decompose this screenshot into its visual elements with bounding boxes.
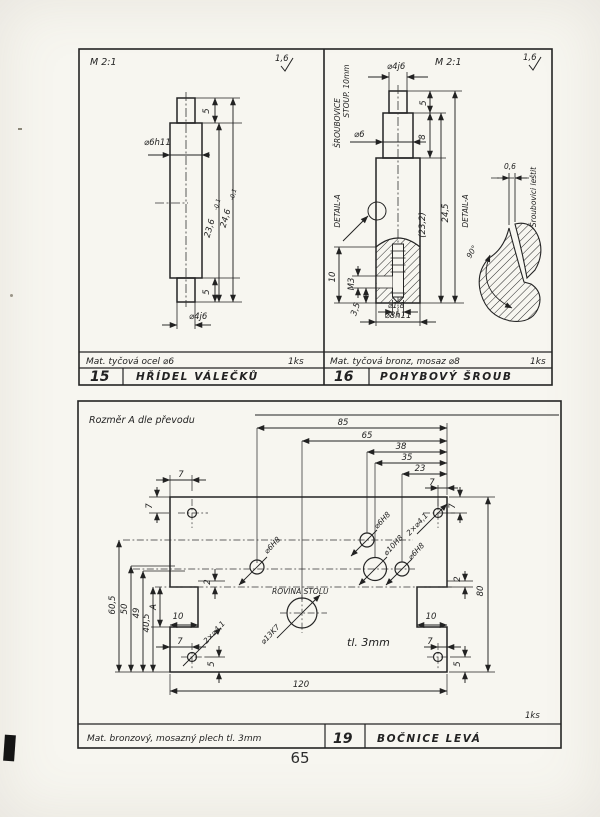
scan-artifact-blob — [3, 735, 16, 762]
titleblock-19 — [87, 731, 481, 747]
dim-50: 50 — [120, 603, 130, 615]
hole-label-d10: ⌀10H8 — [381, 533, 405, 558]
detail-leader — [343, 216, 368, 241]
part-title-19: BOČNICE LEVÁ — [377, 733, 482, 745]
sheet-top — [78, 45, 553, 385]
dim-85: 85 — [337, 418, 349, 428]
qty-15: 1ks — [288, 357, 304, 367]
dim-neck-dia: ⌀6 — [354, 130, 365, 140]
hole-label-d6-upper: ⌀6H8 — [372, 510, 393, 531]
dim-38: 38 — [395, 442, 407, 452]
dim-120: 120 — [292, 680, 310, 690]
panel16-drawing — [328, 53, 541, 326]
part-number-19: 19 — [333, 731, 353, 747]
roughness-mark-15: 1,6 — [275, 54, 289, 64]
dim-len-inner-16: (23,2) — [418, 212, 428, 238]
scan-speck — [18, 128, 22, 130]
titleblock-16 — [330, 356, 546, 385]
sheet-bottom-frame — [78, 401, 561, 748]
dim-40-5: 40,5 — [142, 613, 152, 633]
dim-body-dia-15: ⌀6h11 — [144, 138, 171, 148]
dim-tip-dia: ⌀4j6 — [387, 62, 406, 72]
hole-label-d13: ⌀13K7 — [258, 622, 282, 647]
material-16: Mat. tyčová bronz, mosaz ⌀8 — [330, 357, 460, 367]
dim-tip-len: 5 — [419, 100, 429, 106]
part-title-15: HŘÍDEL VÁLEČKŮ — [136, 371, 259, 383]
dim-7-topleft-h: 7 — [178, 470, 184, 480]
dim-len-total-16: 24,5 — [441, 203, 451, 223]
cross-bore — [377, 276, 393, 288]
hole-label-d6-left: ⌀6H8 — [262, 535, 283, 556]
dim-bore-depth: 10 — [328, 271, 338, 283]
thread-bore — [393, 244, 404, 297]
page-number: 65 — [290, 749, 310, 767]
dim-35: 35 — [401, 453, 413, 463]
centerlines — [123, 499, 455, 669]
dim-23: 23 — [414, 464, 426, 474]
dim-A: A — [149, 604, 159, 610]
sheet-top-frame — [79, 49, 552, 385]
dim-49: 49 — [132, 607, 142, 619]
material-15: Mat. tyčová ocel ⌀6 — [86, 357, 175, 367]
part-title-16: POHYBOVÝ ŠROUB — [380, 371, 513, 383]
dim-65: 65 — [361, 431, 373, 441]
dim-7-topleft-v: 7 — [145, 503, 155, 509]
dim-7-chain: 7 — [429, 478, 435, 488]
dim-len-inner-15: 23,6 — [202, 217, 218, 239]
qty-16: 1ks — [530, 357, 546, 367]
detail-ref-note: DETAIL-A — [333, 194, 342, 228]
dim-len-total-tol-15: -0,1 — [228, 187, 239, 202]
dim-7-bottomright: 7 — [427, 637, 433, 647]
dim-stub-bottom-len: 5 — [202, 289, 212, 295]
detail-marker-circle — [368, 202, 386, 220]
detail-title: DETAIL-A — [461, 194, 470, 228]
dim-5-bottomleft: 5 — [207, 661, 217, 667]
panel19-dim-lines — [119, 428, 488, 691]
scale-note-15: M 2:1 — [90, 57, 117, 68]
dim-stub-top-len: 5 — [202, 108, 212, 114]
dim-2-left: 2 — [203, 579, 213, 585]
dim-7-bottomleft: 7 — [177, 637, 183, 647]
roughness-mark-16: 1,6 — [523, 53, 537, 63]
dim-angle: 90° — [464, 243, 480, 260]
polish-note: Šroubovici leštit — [529, 166, 538, 228]
panel15-drawing — [90, 54, 293, 329]
note-dimension-a: Rozměr A dle převodu — [89, 415, 195, 426]
dim-stub-dia-15: ⌀4j6 — [189, 312, 208, 322]
hole-label-d6-right: ⌀6H8 — [406, 541, 427, 562]
dim-5-bottomright: 5 — [453, 661, 463, 667]
dim-neck-len: 8 — [418, 134, 428, 140]
dim-offset: 3,5 — [349, 301, 363, 318]
dim-60-5: 60,5 — [108, 595, 118, 615]
dim-body-dia-16: ⌀8h11 — [384, 311, 412, 321]
detail-a-view — [461, 162, 541, 321]
dim-10-left: 10 — [172, 612, 184, 622]
helix-note-line1: ŠROUBOVICE — [333, 98, 342, 148]
part-number-15: 15 — [90, 369, 110, 385]
scale-note-16: M 2:1 — [435, 57, 462, 68]
dim-len-total-15: 24,6 — [218, 207, 234, 229]
thickness-note: tl. 3mm — [347, 636, 390, 649]
dim-7-topright-v: 7 — [448, 503, 458, 509]
dim-len-inner-tol-15: -0,1 — [212, 197, 223, 212]
titleblock-15 — [86, 356, 304, 385]
dim-10-right: 10 — [425, 612, 437, 622]
dim-land: 0,6 — [504, 162, 516, 171]
part-number-16: 16 — [334, 369, 354, 385]
material-19: Mat. bronzový, mosazný plech tl. 3mm — [87, 734, 262, 744]
dim-pilot-dia: ⌀1,8 — [388, 301, 405, 310]
dim-80: 80 — [476, 585, 486, 597]
plane-label: ROVINA STOLU — [272, 587, 329, 596]
sheet-bottom — [75, 395, 570, 755]
hole-label-d41-top: 2×⌀4,1 — [404, 511, 430, 538]
qty-19: 1ks — [525, 711, 540, 721]
dim-thread: M3 — [347, 277, 357, 291]
dim-2-right: 2 — [453, 576, 463, 582]
scan-speck — [10, 294, 13, 297]
helix-note-line2: STOUP. 10mm — [342, 64, 351, 118]
hole-label-d41-bottom: 2×⌀4,1 — [201, 619, 227, 646]
